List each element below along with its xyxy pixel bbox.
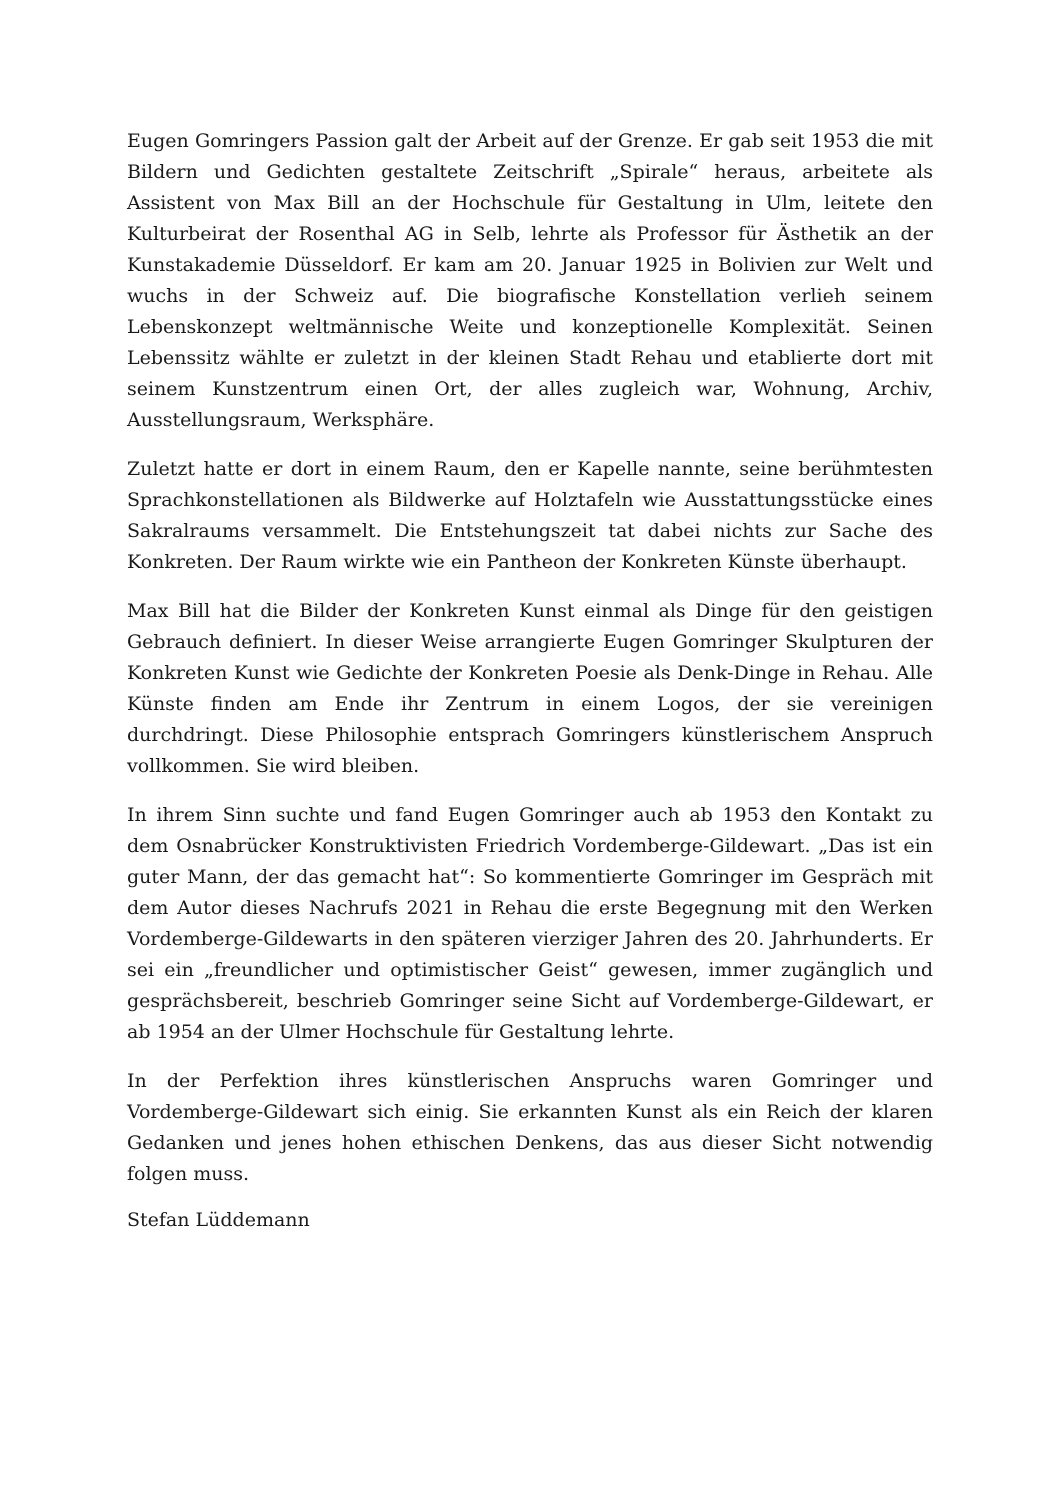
paragraph-5: In der Perfektion ihres künstlerischen Anspruchs waren Gomringer und Vordemberge-Gildewart sich einig. Sie erkannten Kunst als ein Reich der klaren Gedanken und jenes hohen ethischen Denkens, das aus dieser Sicht notwendig folgen muss. (127, 1070, 933, 1185)
paragraph-4: In ihrem Sinn suchte und fand Eugen Gomringer auch ab 1953 den Kontakt zu dem Osnabrücker Konstruktivisten Friedrich Vordemberge-Gildewart. „Das ist ein guter Mann, der das gemacht hat“: So kommentierte Gomringer im Gespräch mit dem Autor dieses Nachrufs 2021 in Rehau die erste Begegnung mit den Werken Vordemberge-Gildewarts in den späteren vierziger Jahren des 20. Jahrhunderts. Er sei ein „freundlicher und optimistischer Geist“ gewesen, immer zugänglich und gesprächsbereit, beschrieb Gomringer seine Sicht auf Vordemberge-Gildewart, er ab 1954 an der Ulmer Hochschule für Gestaltung lehrte. (127, 804, 933, 1043)
paragraph-2: Zuletzt hatte er dort in einem Raum, den er Kapelle nannte, seine berühmtesten Sprachkonstellationen als Bildwerke auf Holztafeln wie Ausstattungsstücke eines Sakralraums versammelt. Die Entstehungszeit tat dabei nichts zur Sache des Konkreten. Der Raum wirkte wie ein Pantheon der Konkreten Künste überhaupt. (127, 458, 933, 573)
paragraph-3: Max Bill hat die Bilder der Konkreten Kunst einmal als Dinge für den geistigen Gebrauch definiert. In dieser Weise arrangierte Eugen Gomringer Skulpturen der Konkreten Kunst wie Gedichte der Konkreten Poesie als Denk-Dinge in Rehau. Alle Künste finden am Ende ihr Zentrum in einem Logos, der sie vereinigen durchdringt. Diese Philosophie entsprach Gomringers künstlerischem Anspruch vollkommen. Sie wird bleiben. (127, 600, 933, 777)
paragraph-1: Eugen Gomringers Passion galt der Arbeit auf der Grenze. Er gab seit 1953 die mit Bildern und Gedichten gestaltete Zeitschrift „Spirale“ heraus, arbeitete als Assistent von Max Bill an der Hochschule für Gestaltung in Ulm, leitete den Kulturbeirat der Rosenthal AG in Selb, lehrte als Professor für Ästhetik an der Kunstakademie Düsseldorf. Er kam am 20. Januar 1925 in Bolivien zur Welt und wuchs in der Schweiz auf. Die biografische Konstellation verlieh seinem Lebenskonzept weltmännische Weite und konzeptionelle Komplexität. Seinen Lebenssitz wählte er zuletzt in der kleinen Stadt Rehau und etablierte dort mit seinem Kunstzentrum einen Ort, der alles zugleich war, Wohnung, Archiv, Ausstellungsraum, Werksphäre. (127, 130, 933, 431)
body-text (127, 126, 933, 1208)
author-signature: Stefan Lüddemann (127, 1209, 310, 1231)
